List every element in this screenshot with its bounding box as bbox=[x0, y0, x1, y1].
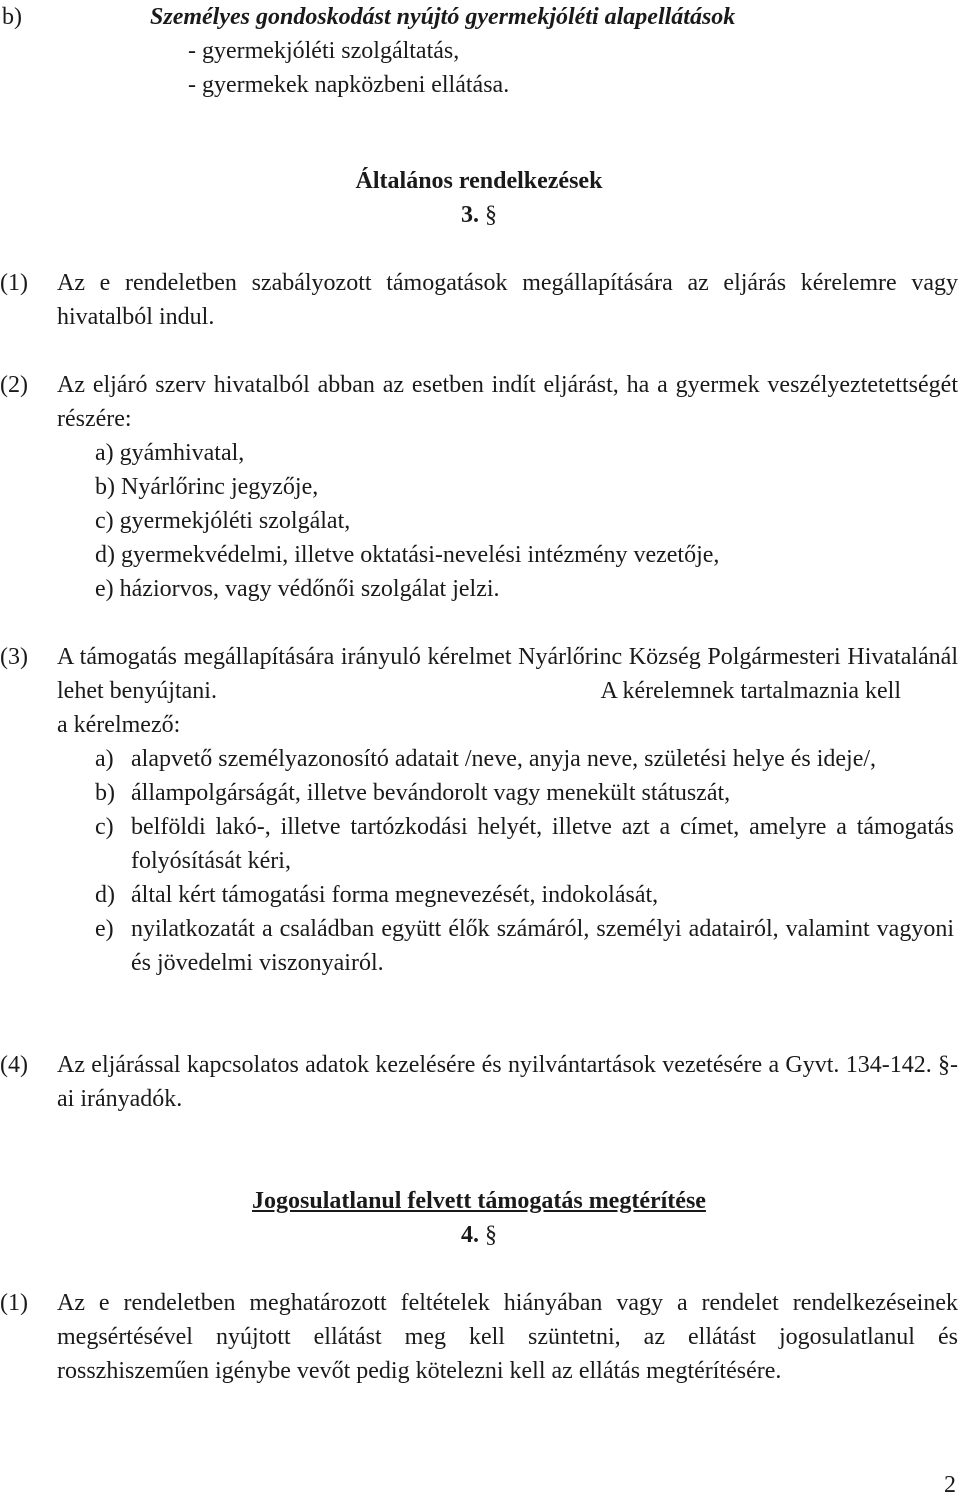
paragraph-sign-icon: § bbox=[485, 1222, 497, 1248]
list-item: d) gyermekvédelmi, illetve oktatási-nevelési intézmény vezetője, bbox=[95, 542, 720, 568]
intro-section bbox=[0, 0, 958, 102]
paragraph-text: Az eljáró szerv hivatalból abban az esetben indít eljárást, ha a gyermek veszélyeztetettségét részére: bbox=[57, 372, 958, 432]
intro-item: - gyermekek napközbeni ellátása. bbox=[188, 72, 510, 98]
list-item: b) Nyárlőrinc jegyzője, bbox=[95, 474, 319, 500]
paragraph-number: (1) bbox=[0, 1290, 28, 1316]
section-3-title: Általános rendelkezések bbox=[355, 168, 603, 194]
paragraph-sign-icon: § bbox=[485, 202, 497, 228]
section-3-number: 3. § bbox=[461, 202, 497, 228]
paragraph-text-a: A támogatás megállapítására irányuló kérelmet Nyárlőrinc Község Polgármesteri Hivatalánál lehet benyújtani. bbox=[57, 644, 958, 704]
paragraph-text: Az e rendeletben szabályozott támogatások megállapítására az eljárás kérelemre vagy hivatalból indul. bbox=[57, 270, 958, 330]
list-item: b) állampolgárságát, illetve bevándorolt vagy menekült státuszát, bbox=[95, 780, 731, 806]
paragraph-number: (3) bbox=[0, 644, 28, 670]
section-3-paragraph-3-list bbox=[0, 742, 958, 980]
paragraph-text: Az eljárással kapcsolatos adatok kezelésére és nyilvántartások vezetésére a Gyvt. 134-142. §-ai irányadók. bbox=[57, 1052, 959, 1112]
list-item: e) nyilatkozatát a családban együtt élők számáról, személyi adatairól, valamint vagyoni és jövedelmi viszonyairól. bbox=[95, 916, 954, 976]
paragraph-number: (4) bbox=[0, 1052, 28, 1078]
list-item: a) alapvető személyazonosító adatait /neve, anyja neve, születési helye és ideje/, bbox=[95, 746, 877, 772]
document-page: b) Személyes gondoskodást nyújtó gyermekjóléti alapellátások - gyermekjóléti szolgáltatás, - gyermekek napközbeni ellátása. Általános rendelkezések 3. § (1) Az e rendeletben szabályozott támogatások megállapítására az eljárás kérelemre vagy hivatalból indul. (2) Az eljáró szerv hivatalból abban az esetben indít eljárást, ha a gyermek veszélyeztetettségét részére: a) gyámhivatal, b) Nyárlőrinc jegyzője, c) gyermekjóléti szolgálat, d) gyermekvédelmi, illetve oktatási-nevelési intézmény vezetője, e) háziorvos, vagy védőnői szolgálat jelzi. (3) A támogatás megállapítására irányuló kérelmet Nyárlőrinc Község Polgármesteri Hivatalánál lehet benyújtani. A kérelemnek tartalmaznia kell a kérelmező: a) alapvető személyazonosító adatait /neve, anyja neve, születési helye és ideje/, b) állampolgárságát, illetve bevándorolt vagy menekült státuszát, c) belföldi lakó-, illetve tartózkodási helyét, illetve azt a címet, amelyre a támogatás folyósítását kéri, d) által kért támogatási forma megnevezését, indokolását, e) nyilatkozatát a családban együtt élők számáról, személyi adatairól, valamint vagyoni és jövedelmi viszonyairól. (4) Az eljárással kapcsolatos adatok kezelésére és nyilvántartások vezetésére a Gyvt. 134-142. §-ai irányadók. Jogosulatlanul felvett támogatás megtérítése 4. § (1) Az e rendeletben meghatározott feltételek hiányában vagy a rendelet rendelkezéseinek megsértésével nyújtott ellátást meg kell szüntetni, az ellátást jogosulatlanul és rosszhiszeműen igénybe vevőt pedig kötelezni kell az ellátás megtérítésére. 2 bbox=[0, 0, 960, 1507]
list-item: c) gyermekjóléti szolgálat, bbox=[95, 508, 351, 534]
paragraph-number: (1) bbox=[0, 270, 28, 296]
list-item: e) háziorvos, vagy védőnői szolgálat jelzi. bbox=[95, 576, 500, 602]
section-4-paragraph-1 bbox=[0, 1286, 958, 1388]
paragraph-text-b-line: A kérelemnek tartalmaznia kell bbox=[600, 678, 901, 704]
list-item: a) gyámhivatal, bbox=[95, 440, 245, 466]
intro-heading: Személyes gondoskodást nyújtó gyermekjóléti alapellátások bbox=[150, 4, 736, 30]
section-3-paragraph-2 bbox=[0, 368, 958, 606]
section-4-number: 4. § bbox=[461, 1222, 497, 1248]
paragraph-text: Az e rendeletben meghatározott feltételek hiányában vagy a rendelet rendelkezéseinek megsértésével nyújtott ellátást meg kell szüntetni, az ellátást jogosulatlanul és rosszhiszeműen igénybe vevőt pedig kötelezni kell az ellátás megtérítésére. bbox=[57, 1290, 958, 1384]
intro-label: b) bbox=[2, 4, 22, 30]
paragraph-number: (2) bbox=[0, 372, 28, 398]
page-number: 2 bbox=[944, 1472, 956, 1498]
section-4-title: Jogosulatlanul felvett támogatás megtérítése bbox=[252, 1188, 706, 1214]
intro-item: - gyermekjóléti szolgáltatás, bbox=[188, 38, 460, 64]
section-3-paragraph-1 bbox=[0, 266, 958, 334]
section-3-paragraph-4 bbox=[0, 1048, 958, 1116]
list-item: c) belföldi lakó-, illetve tartózkodási helyét, illetve azt a címet, amelyre a támogatás folyósítását kéri, bbox=[95, 814, 954, 874]
list-item: d) által kért támogatási forma megnevezését, indokolását, bbox=[95, 882, 659, 908]
intro-heading-row bbox=[0, 0, 958, 34]
paragraph-sign-icon: § bbox=[938, 1052, 951, 1078]
